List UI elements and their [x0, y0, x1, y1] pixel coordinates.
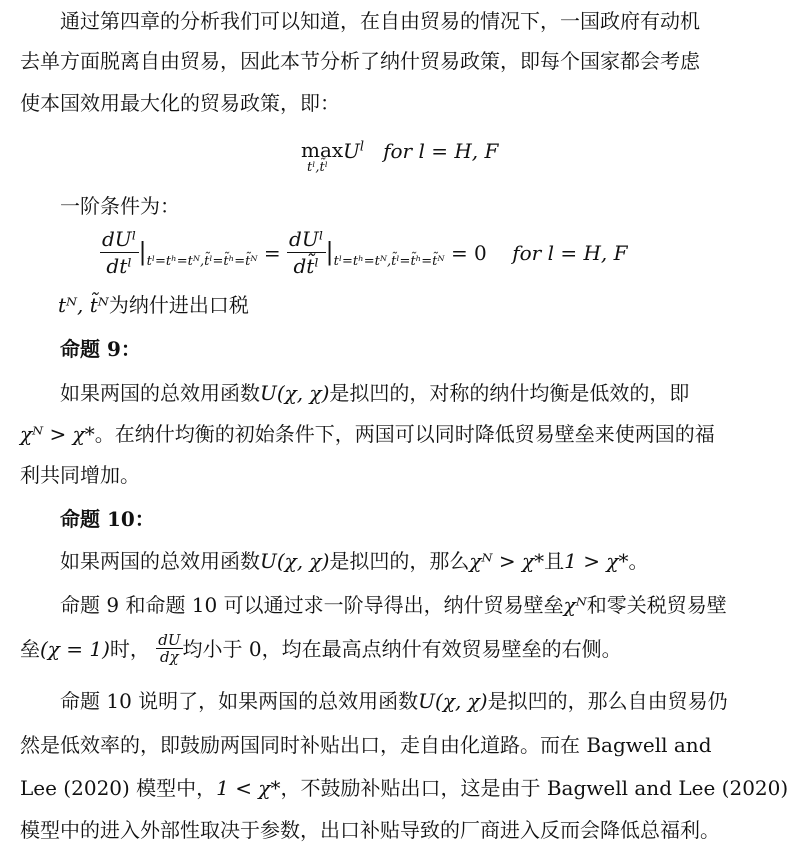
foc-note-math: tᴺ, t̃ᴺ [58, 293, 109, 317]
proposition9-utility-math: U(χ, χ) [260, 381, 330, 405]
foc-lhs-denominator: dtˡ [106, 254, 133, 278]
paragraph3-utility-math: U(χ, χ) [418, 689, 488, 713]
max-operator: max [301, 138, 344, 162]
foc-intro: 一阶条件为： [60, 194, 180, 218]
proposition10-title: 命题 10： [60, 507, 155, 531]
paragraph3-line4: 模型中的进入外部性取决于参数，出口补贴导致的厂商进入反而会降低总福利。 [20, 818, 720, 842]
proposition9-line1: 如果两国的总效用函数U(χ, χ)是拟凹的，对称的纳什均衡是低效的，即 [60, 381, 690, 405]
proposition10-bound-math: 1 > χ* [564, 549, 629, 573]
foc-note [58, 292, 249, 318]
foc-note-text: 为纳什进出口税 [108, 293, 249, 317]
nash-barrier-math: χᴺ [563, 593, 587, 617]
utility-superscript: l [359, 139, 365, 155]
paragraph1-line3: 使本国效用最大化的贸易政策，即： [20, 91, 340, 115]
proposition9-inequality-math: χᴺ > χ* [20, 422, 95, 446]
foc-equals-zero: = 0 [450, 241, 487, 265]
foc-rhs-fraction [287, 226, 326, 279]
paragraph1-line1: 通过第四章的分析我们可以知道，在自由贸易的情况下，一国政府有动机 [60, 9, 700, 33]
foc-eval-point-rhs: tˡ=tʰ=tᴺ,t̃ˡ=t̃ʰ=t̃ᴺ [333, 254, 445, 269]
paragraph3-line1: 命题 10 说明了，如果两国的总效用函数U(χ, χ)是拟凹的，那么自由贸易仍 [60, 689, 728, 713]
zero-tariff-math: (χ = 1) [40, 637, 110, 661]
max-subscript: tˡ,t̃ˡ [307, 160, 328, 175]
foc-equation: $\frac{\text{dUˡ}}{\text{dtˡ}}$ $|_{tˡ=tʰ=tᴺ,t̃ˡ=t̃ʰ=t̃ᴺ}$ = $\frac{\text{dUˡ}}{\text{dt̃ˡ}}$ $|_{tˡ=tʰ=tᴺ,t̃ˡ=t̃ʰ=t̃ᴺ} = 0$ for l = H, F [102, 227, 628, 278]
proposition10-utility-math: U(χ, χ) [260, 549, 330, 573]
derivative-numerator: dU [158, 631, 181, 649]
foc-lhs-numerator: dUˡ [102, 227, 137, 251]
foc-lhs-fraction [100, 226, 139, 279]
paragraph3-line2: 然是低效率的，即鼓励两国同时补贴出口，走自由化道路。而在 Bagwell and [20, 733, 712, 757]
derivative-fraction [156, 632, 182, 665]
paragraph1-line2: 去单方面脱离自由贸易，因此本节分析了纳什贸易政策，即每个国家都会考虑 [20, 49, 700, 73]
paragraph2-line1: 命题 9 和命题 10 可以通过求一阶导得出，纳什贸易壁垒χᴺ和零关税贸易壁 [60, 593, 727, 617]
proposition10-line1: 如果两国的总效用函数U(χ, χ)是拟凹的，那么χᴺ > χ*且1 > χ*。 [60, 549, 649, 573]
proposition9-title: 命题 9： [60, 337, 141, 361]
proposition10-inequality-math: χᴺ > χ* [469, 549, 545, 573]
paragraph3-inequality-math: 1 < χ* [216, 776, 281, 800]
derivative-denominator: dχ [160, 648, 179, 666]
objective-condition: for l = H, F [383, 139, 499, 163]
foc-rhs-denominator: dt̃ˡ [293, 254, 320, 278]
utility-symbol: U [343, 139, 360, 163]
proposition9-line2: χᴺ > χ*。在纳什均衡的初始条件下，两国可以同时降低贸易壁垒来使两国的福 [20, 422, 715, 446]
paragraph2-line2: 垒(χ = 1)时， $\frac{dU}{d\chi}$ 均小于 0，均在最高点纳什有效贸易壁垒的右侧。 [20, 631, 622, 666]
foc-rhs-numerator: dUˡ [289, 227, 324, 251]
objective-equation [343, 138, 498, 164]
foc-condition: for l = H, F [512, 241, 628, 265]
proposition9-line3: 利共同增加。 [20, 463, 140, 487]
foc-eval-point-lhs: tˡ=tʰ=tᴺ,t̃ˡ=t̃ʰ=t̃ᴺ [146, 254, 258, 269]
paragraph3-line3: Lee (2020) 模型中，1 < χ*，不鼓励补贴出口，这是由于 Bagwell and Lee (2020) [20, 776, 789, 800]
